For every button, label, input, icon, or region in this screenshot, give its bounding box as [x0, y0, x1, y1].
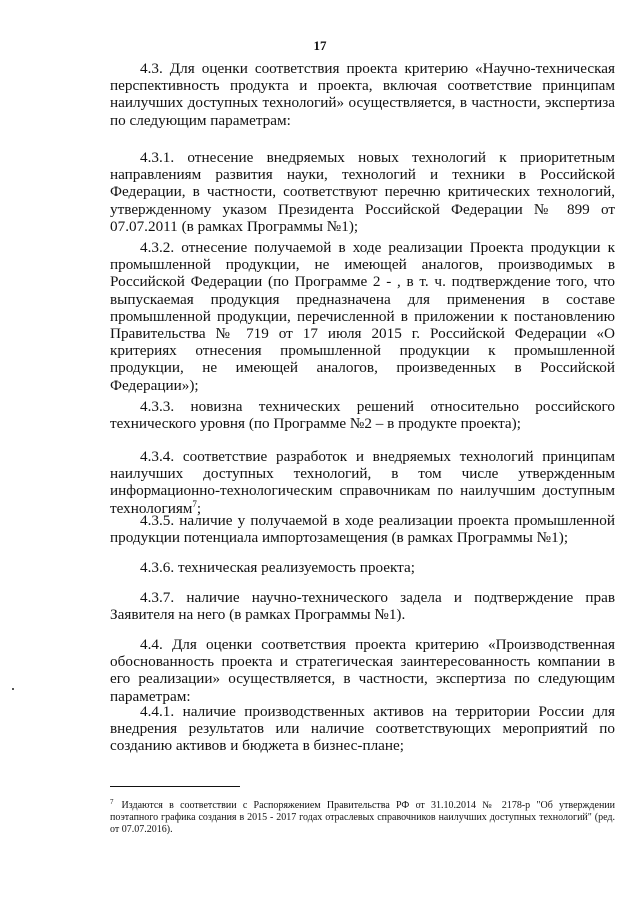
paragraph-4-3-1: 4.3.1. отнесение внедряемых новых технологий к приоритетным направлениям развития науки, технологий и техники в Российской Федерации, в частности, соответствуют перечню критических технологий, утвержденному указом Президента Российской Федерации № 899 от 07.07.2011 (в рамках Программы №1); [110, 149, 615, 235]
paragraph-4-3-6: 4.3.6. техническая реализуемость проекта; [140, 559, 415, 576]
paragraph-4-3-7: 4.3.7. наличие научно-технического задела и подтверждение прав Заявителя на него (в рамках Программы №1). [110, 589, 615, 624]
footnote-mark: 7 [110, 797, 114, 806]
footnote-separator [110, 786, 240, 787]
paragraph-4-3-5: 4.3.5. наличие у получаемой в ходе реализации проекта промышленной продукции потенциала импортозамещения (в рамках Программы №1); [110, 512, 615, 547]
paragraph-4-4: 4.4. Для оценки соответствия проекта критерию «Производственная обоснованность проекта и стратегическая заинтересованность компании в его реализации» осуществляется, в частности, экспертиза по следующим параметрам: [110, 636, 615, 705]
page-number: 17 [313, 38, 327, 53]
paragraph-4-3-4 [110, 448, 615, 517]
footnote-reference: 7 [192, 498, 197, 509]
paragraph-4-3-3: 4.3.3. новизна технических решений относительно российского технического уровня (по Программе №2 – в продукте проекта); [110, 398, 615, 433]
paragraph-4-4-1: 4.4.1. наличие производственных активов на территории России для внедрения результатов или наличие соответствующих мероприятий по созданию активов и бюджета в бизнес-плане; [110, 703, 615, 755]
paragraph-4-3-2: 4.3.2. отнесение получаемой в ходе реализации Проекта продукции к промышленной продукции, не имеющей аналогов, производимых в Российской Федерации (по Программе 2 - , в т. ч. подтверждение того, что выпускаемая продукция предназначена для применения в составе промышленной продукции, перечисленной в приложении к постановлению Правительства № 719 от 17 июля 2015 г. Российской Федерации «О критериях отнесения промышленной продукции к промышленной продукции, не имеющей аналогов, произведенных в Российской Федерации»); [110, 239, 615, 394]
scan-speck [12, 688, 14, 690]
paragraph-4-3: 4.3. Для оценки соответствия проекта критерию «Научно-техническая перспективность продукта и проекта, включая соответствие принципам наилучших доступных технологий» осуществляется, в частности, экспертиза по следующим параметрам: [110, 60, 615, 129]
paragraph-4-3-4-text: 4.3.4. соответствие разработок и внедряемых технологий принципам наилучших доступных технологий, в том числе утвержденным информационно-технологическим справочникам по наилучшим доступным технологиям [110, 448, 615, 517]
footnote-text: Издаются в соответствии с Распоряжением Правительства РФ от 31.10.2014 № 2178-р "Об утверждении поэтапного графика создания в 2015 - 2017 годах отраслевых справочников наилучших доступных технологий" (ред. от 07.07.2016). [110, 800, 615, 835]
footnote [110, 797, 615, 836]
paragraph-4-3-4-tail: ; [196, 499, 202, 517]
